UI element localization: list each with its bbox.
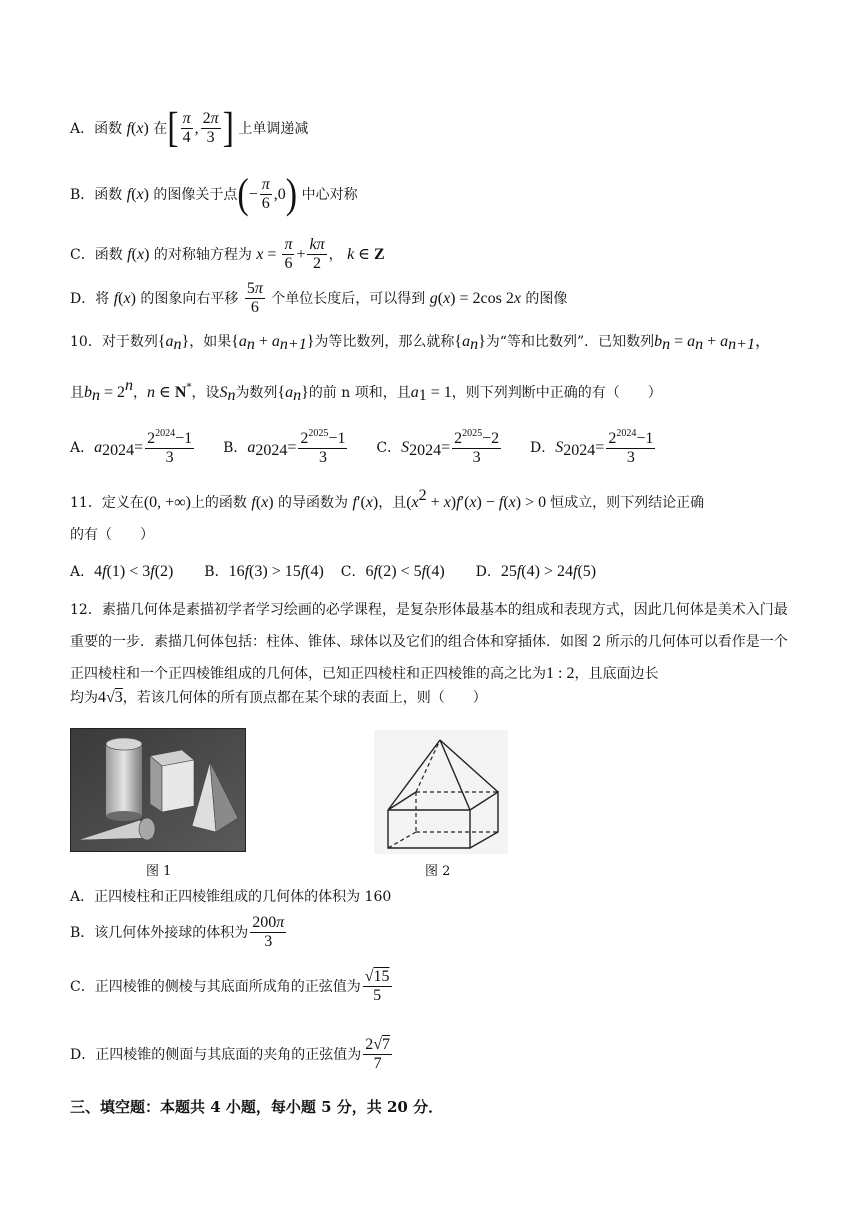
option-text: 函数 (94, 120, 127, 137)
figure-2-caption: 图 2 (425, 864, 451, 879)
option-text: 上单调递减 (233, 120, 309, 137)
frac-num-exp: 2024 (616, 428, 637, 439)
frac-den: 3 (165, 449, 174, 467)
q10-opt-c: C．$S_{2024}=$ $\frac{2^{2025}-2}{3}$ (376, 428, 500, 467)
option-text: 的图象向右平移 (135, 290, 243, 307)
option-label: D． (70, 290, 96, 307)
frac-num-exp: 2025 (308, 428, 329, 439)
option-label: C． (376, 439, 402, 456)
frac-num-tail: −2 (482, 430, 500, 447)
option-text: 的图像关于点 (148, 186, 238, 203)
frac-pi-4: $\frac{\pi}{4}$ (182, 110, 191, 147)
option-label: B． (70, 186, 95, 203)
q11-opt-c: C．6f(2) < 5f(4) (340, 563, 445, 580)
math-fx: f (126, 119, 132, 137)
q12-text: ，且底面边长 (574, 666, 659, 682)
frac-pi-6: $\frac{\pi}{6}$ (261, 176, 270, 213)
q10-opt-b: B．$a_{2024}=$ $\frac{2^{2025}-1}{3}$ (223, 428, 346, 467)
q11-opt-b: B．16f(3) > 15f(4) (204, 563, 324, 580)
q10-options (70, 428, 657, 468)
q10-opt-d: D．$S_{2024}=$ $\frac{2^{2024}-1}{3}$ (530, 428, 654, 467)
section-3-heading: 三、填空题：本题共 4 小题，每小题 5 分，共 20 分． (70, 1098, 444, 1116)
q11-line2: 的有（ ） (70, 527, 154, 543)
q10-line2: 且$b_n = 2^n$，n ∈ N*，设$S_n$为数列$\{a_n\}$的前 n 项和，且$a_1 = 1$，则下列判断中正确的有（ ） (70, 377, 662, 404)
q10-text: 且 (70, 385, 84, 401)
q12-stem (70, 594, 790, 690)
q12-ratio: 1 : 2 (546, 665, 575, 682)
q12-text: ，若该几何体的所有顶点都在某个球的表面上，则（ ） (122, 690, 487, 706)
frac-num-tail: −1 (175, 430, 193, 447)
option-text: ， (328, 246, 343, 263)
q11-text: 恒成立，则下列结论正确 (550, 495, 705, 511)
option-label: A． (70, 439, 95, 456)
frac-den: 3 (472, 449, 481, 467)
figure-1-caption: 图 1 (146, 864, 172, 879)
q10-text: ，则下列判断中正确的有（ ） (451, 385, 662, 401)
figure-1-sketch-image (70, 728, 246, 852)
option-text: 函数 (94, 246, 128, 263)
frac-den: 3 (626, 449, 635, 467)
option-label: D． (475, 564, 501, 580)
q10-text: ，如果 (189, 334, 232, 350)
q10-text: 为数列 (235, 385, 278, 401)
q9-option-a: A．函数 f(x) 在[ $\frac{\pi}{4}$ , $\frac{2\pi}{3}$ ] 上单调递减 (70, 105, 309, 152)
figure-2-diagram (374, 730, 508, 854)
q9-option-c: C．函数 f(x) 的对称轴方程为 x = $\frac{\pi}{6}$ + $\frac{k\pi}{2}$ ， k ∈ Z (70, 236, 385, 273)
q12-option-b: B．该几何体外接球的体积为 $\frac{200\pi}{3}$ (70, 914, 285, 951)
frac-num-base: 2 (300, 430, 309, 447)
q10-text: ，设 (191, 385, 220, 401)
q11-options (70, 564, 596, 580)
option-text: 的图像 (520, 290, 568, 307)
option-label: A． (70, 564, 95, 580)
option-label: D． (530, 439, 556, 456)
frac-num-base: 2 (454, 430, 463, 447)
q10-text: 10．对于数列 (70, 334, 158, 350)
option-text: 个单位长度后，可以得到 (266, 290, 430, 307)
option-text: 中心对称 (297, 186, 358, 203)
frac-num-base: 2 (608, 430, 617, 447)
q9-option-d: D．将 f(x) 的图象向右平移 $\frac{5\pi}{6}$ 个单位长度后，可以得到 g(x) = 2cos 2x 的图像 (70, 280, 568, 317)
frac-num-exp: 2024 (155, 428, 176, 439)
option-label: C． (70, 246, 95, 263)
frac-num-base: 2 (147, 430, 156, 447)
option-text: D．正四棱锥的侧面与其底面的夹角的正弦值为 (70, 1046, 362, 1063)
q11-text: 上的函数 (190, 495, 247, 511)
q11-text: 的导函数为 (278, 495, 349, 511)
q10-text: 的前 n 项和，且 (308, 385, 411, 401)
option-text: 函数 (94, 186, 127, 203)
q11-opt-a: A．4f(1) < 3f(2) (70, 563, 174, 580)
figure-1-svg (70, 728, 246, 852)
frac-num-tail: −1 (636, 430, 654, 447)
option-text: B．该几何体外接球的体积为 (70, 924, 249, 941)
q12-line4: 均为4√3，若该几何体的所有顶点都在某个球的表面上，则（ ） (70, 689, 487, 706)
option-label: C． (340, 564, 366, 580)
q10-text: 为“等和比数列”．已知数列 (485, 334, 655, 350)
q11-line1: 11．定义在(0, +∞)上的函数 f(x) 的导函数为 f′(x)，且$(x^2 + x)f'(x) - f(x) > 0$ 恒成立，则下列结论正确 (70, 487, 705, 511)
q10-text: ， (133, 385, 148, 401)
q12-option-d: D．正四棱锥的侧面与其底面的夹角的正弦值为 $\frac{2√7}{7}$ (70, 1036, 391, 1073)
option-label: B． (204, 564, 229, 580)
q12-text: 均为 (70, 690, 98, 706)
q10-line1: 10．对于数列$\{a_n\}$，如果$\{a_n + a_{n+1}\}$为等比数列，那么就称$\{a_n\}$为“等和比数列”．已知数列$b_n = a_n + a_{n+1}$， (70, 333, 771, 353)
q12-option-a: A．正四棱柱和正四棱锥组成的几何体的体积为 160 (70, 889, 392, 905)
option-text: C．正四棱锥的侧棱与其底面所成角的正弦值为 (70, 978, 361, 995)
option-text: 的对称轴方程为 (149, 246, 257, 263)
frac-den: 3 (318, 449, 327, 467)
option-label: A． (70, 120, 95, 137)
q9-option-b: B．函数 f(x) 的图像关于点(− $\frac{\pi}{6}$ ,0) 中心对称 (70, 171, 358, 218)
q12-text: 12．素描几何体是素描初学者学习绘画的必学课程，是复杂形体最基本的组成和表现方式，因此几何体是美术入门最重要的一步．素描几何体包括：柱体、锥体、球体以及它们的组合体和穿插体．如图 2 所示的几何体可以看作是一个正四棱柱和一个正四棱锥组成的几何体，已知正四棱柱和正四棱锥的高之比为 (70, 602, 788, 682)
frac-num-exp: 2025 (462, 428, 483, 439)
frac-num-tail: −1 (328, 430, 346, 447)
q11-opt-d: D．25f(4) > 24f(5) (475, 563, 597, 580)
q10-text: 为等比数列，那么就称 (314, 334, 455, 350)
q10-opt-a: A．$a_{2024}=$ $\frac{2^{2024}-1}{3}$ (70, 428, 193, 467)
q12-option-c: C．正四棱锥的侧棱与其底面所成角的正弦值为 $\frac{√15}{5}$ (70, 968, 390, 1005)
bracket-right: ] (222, 105, 234, 152)
option-label: B． (223, 439, 248, 456)
bracket-left: [ (167, 105, 179, 152)
figure-2-svg (374, 730, 508, 854)
frac-2pi-3: $\frac{2\pi}{3}$ (202, 110, 219, 147)
option-text: 将 (95, 290, 114, 307)
q11-text: 11．定义在 (70, 495, 144, 511)
q11-text: ，且 (378, 495, 407, 511)
